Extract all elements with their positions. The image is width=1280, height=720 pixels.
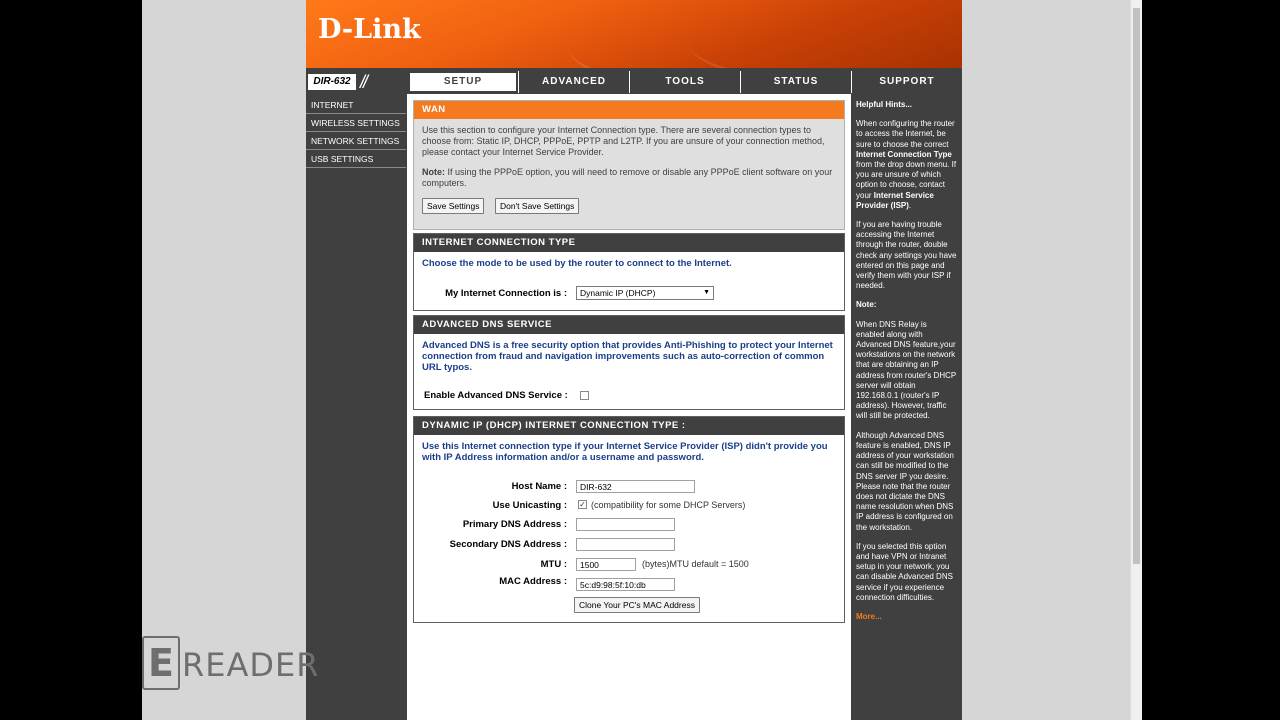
- watermark-e-letter: E: [148, 641, 174, 685]
- router-admin-frame: [306, 0, 962, 720]
- tab-tools[interactable]: TOOLS: [629, 71, 740, 93]
- advanced-dns-checkbox[interactable]: [580, 391, 589, 400]
- connection-type-label: My Internet Connection is :: [445, 288, 567, 299]
- hints-paragraph-2: If you are having trouble accessing the Internet through the router, double check any settings you have entered on this page and verify them with your ISP if needed.: [856, 220, 957, 291]
- sidebar-item-wireless-settings[interactable]: WIRELESS SETTINGS: [306, 114, 406, 132]
- hints-paragraph-3: When DNS Relay is enabled along with Advanced DNS feature,your workstations on the network that are obtaining an IP address from router's DHCP server will obtain 192.168.0.1 (router's IP address). However, traffic will still be protected.: [856, 319, 957, 421]
- video-letterbox-right: [1142, 0, 1280, 720]
- connection-type-selected: Dynamic IP (DHCP): [580, 288, 656, 298]
- secondary-dns-label: Secondary DNS Address :: [449, 539, 567, 550]
- wan-section: [413, 100, 845, 230]
- ereader-watermark: [142, 636, 332, 692]
- hints-note-title: Note:: [856, 300, 877, 310]
- advanced-dns-section: [413, 315, 845, 410]
- mac-address-input[interactable]: 5c:d9:98:5f:10:db: [576, 578, 675, 591]
- tab-status[interactable]: STATUS: [740, 71, 851, 93]
- video-letterbox-left: [0, 0, 142, 720]
- host-name-input[interactable]: DIR-632: [576, 480, 695, 493]
- hints-paragraph-1: When configuring the router to access the Internet, be sure to choose the correct Internet Connection Type from the drop down menu. If you are unsure of which option to choose, contact your Internet Service Provider (ISP).: [856, 119, 957, 210]
- wan-title: WAN: [414, 101, 844, 119]
- watermark-text: READER: [182, 646, 320, 684]
- mtu-note: (bytes)MTU default = 1500: [642, 559, 749, 569]
- main-content: [407, 94, 851, 720]
- sidebar-item-network-settings[interactable]: NETWORK SETTINGS: [306, 132, 406, 150]
- secondary-dns-input[interactable]: [576, 538, 675, 551]
- dlink-logo: D-Link: [318, 14, 421, 45]
- vertical-scrollbar[interactable]: [1130, 0, 1142, 720]
- banner-swoosh: [682, 0, 962, 68]
- primary-dns-label: Primary DNS Address :: [462, 519, 567, 530]
- wan-note-text: If using the PPPoE option, you will need to remove or disable any PPPoE client software on your computers.: [422, 167, 833, 188]
- dhcp-description: Use this Internet connection type if your Internet Service Provider (ISP) didn't provide you with IP Address information and/or a username and password.: [422, 441, 828, 463]
- advanced-dns-title: ADVANCED DNS SERVICE: [414, 316, 844, 334]
- use-unicasting-note: (compatibility for some DHCP Servers): [591, 500, 746, 510]
- mac-address-label: MAC Address :: [499, 576, 567, 587]
- connection-type-section: [413, 233, 845, 311]
- wan-note-label: Note:: [422, 167, 445, 177]
- sidebar-item-internet[interactable]: INTERNET: [306, 96, 406, 114]
- wan-description: Use this section to configure your Internet Connection type. There are several connection types to choose from: Static IP, DHCP, PPPoE, PPTP and L2TP. If you are unsure of your connection method, please contact your Internet Service Provider.: [422, 125, 825, 157]
- top-navigation: [306, 70, 962, 94]
- model-badge: [308, 72, 404, 92]
- scrollbar-thumb[interactable]: [1133, 8, 1140, 564]
- mtu-input[interactable]: 1500: [576, 558, 636, 571]
- dhcp-section: [413, 416, 845, 623]
- dropdown-arrow-icon: ▼: [703, 289, 710, 296]
- use-unicasting-checkbox[interactable]: ✓: [579, 500, 586, 509]
- model-slashes: //: [360, 72, 367, 92]
- sidebar-item-usb-settings[interactable]: USB SETTINGS: [306, 150, 406, 168]
- host-name-label: Host Name :: [511, 481, 567, 492]
- header-banner: [306, 0, 962, 68]
- model-name: DIR-632: [308, 74, 356, 90]
- mtu-label: MTU :: [540, 559, 567, 570]
- wan-note: [422, 167, 836, 189]
- advanced-dns-enable-label: Enable Advanced DNS Service :: [424, 390, 568, 401]
- clone-mac-button[interactable]: Clone Your PC's MAC Address: [574, 597, 700, 613]
- connection-type-description: Choose the mode to be used by the router to connect to the Internet.: [422, 258, 732, 269]
- advanced-dns-description: Advanced DNS is a free security option that provides Anti-Phishing to protect your Internet connection from fraud and navigation improvements such as auto-correction of common URL typos.: [422, 340, 833, 373]
- hints-title: Helpful Hints...: [856, 100, 912, 109]
- tab-advanced[interactable]: ADVANCED: [518, 71, 629, 93]
- dhcp-title: DYNAMIC IP (DHCP) INTERNET CONNECTION TYPE :: [414, 417, 844, 435]
- connection-type-select[interactable]: [576, 286, 714, 300]
- tab-setup[interactable]: SETUP: [408, 71, 518, 93]
- hints-paragraph-4: Although Advanced DNS feature is enabled, DNS IP address of your workstation can still be modified to the DNS server IP you desire. Please note that the router does not dictate the DNS name resolution when DNS IP address is configured on the workstation.: [856, 430, 954, 532]
- tab-support[interactable]: SUPPORT: [851, 71, 962, 93]
- sidebar-menu: [306, 96, 406, 168]
- save-settings-button[interactable]: Save Settings: [422, 198, 484, 214]
- helpful-hints-panel: [851, 96, 962, 720]
- hints-more-link[interactable]: More...: [856, 611, 882, 621]
- connection-type-title: INTERNET CONNECTION TYPE: [414, 234, 844, 252]
- dont-save-settings-button[interactable]: Don't Save Settings: [495, 198, 579, 214]
- use-unicasting-label: Use Unicasting :: [492, 500, 567, 511]
- browser-viewport: [142, 0, 1142, 720]
- primary-dns-input[interactable]: [576, 518, 675, 531]
- hints-paragraph-5: If you selected this option and have VPN or Intranet setup in your network, you can disable Advanced DNS service if you experience connection difficulties.: [856, 541, 953, 602]
